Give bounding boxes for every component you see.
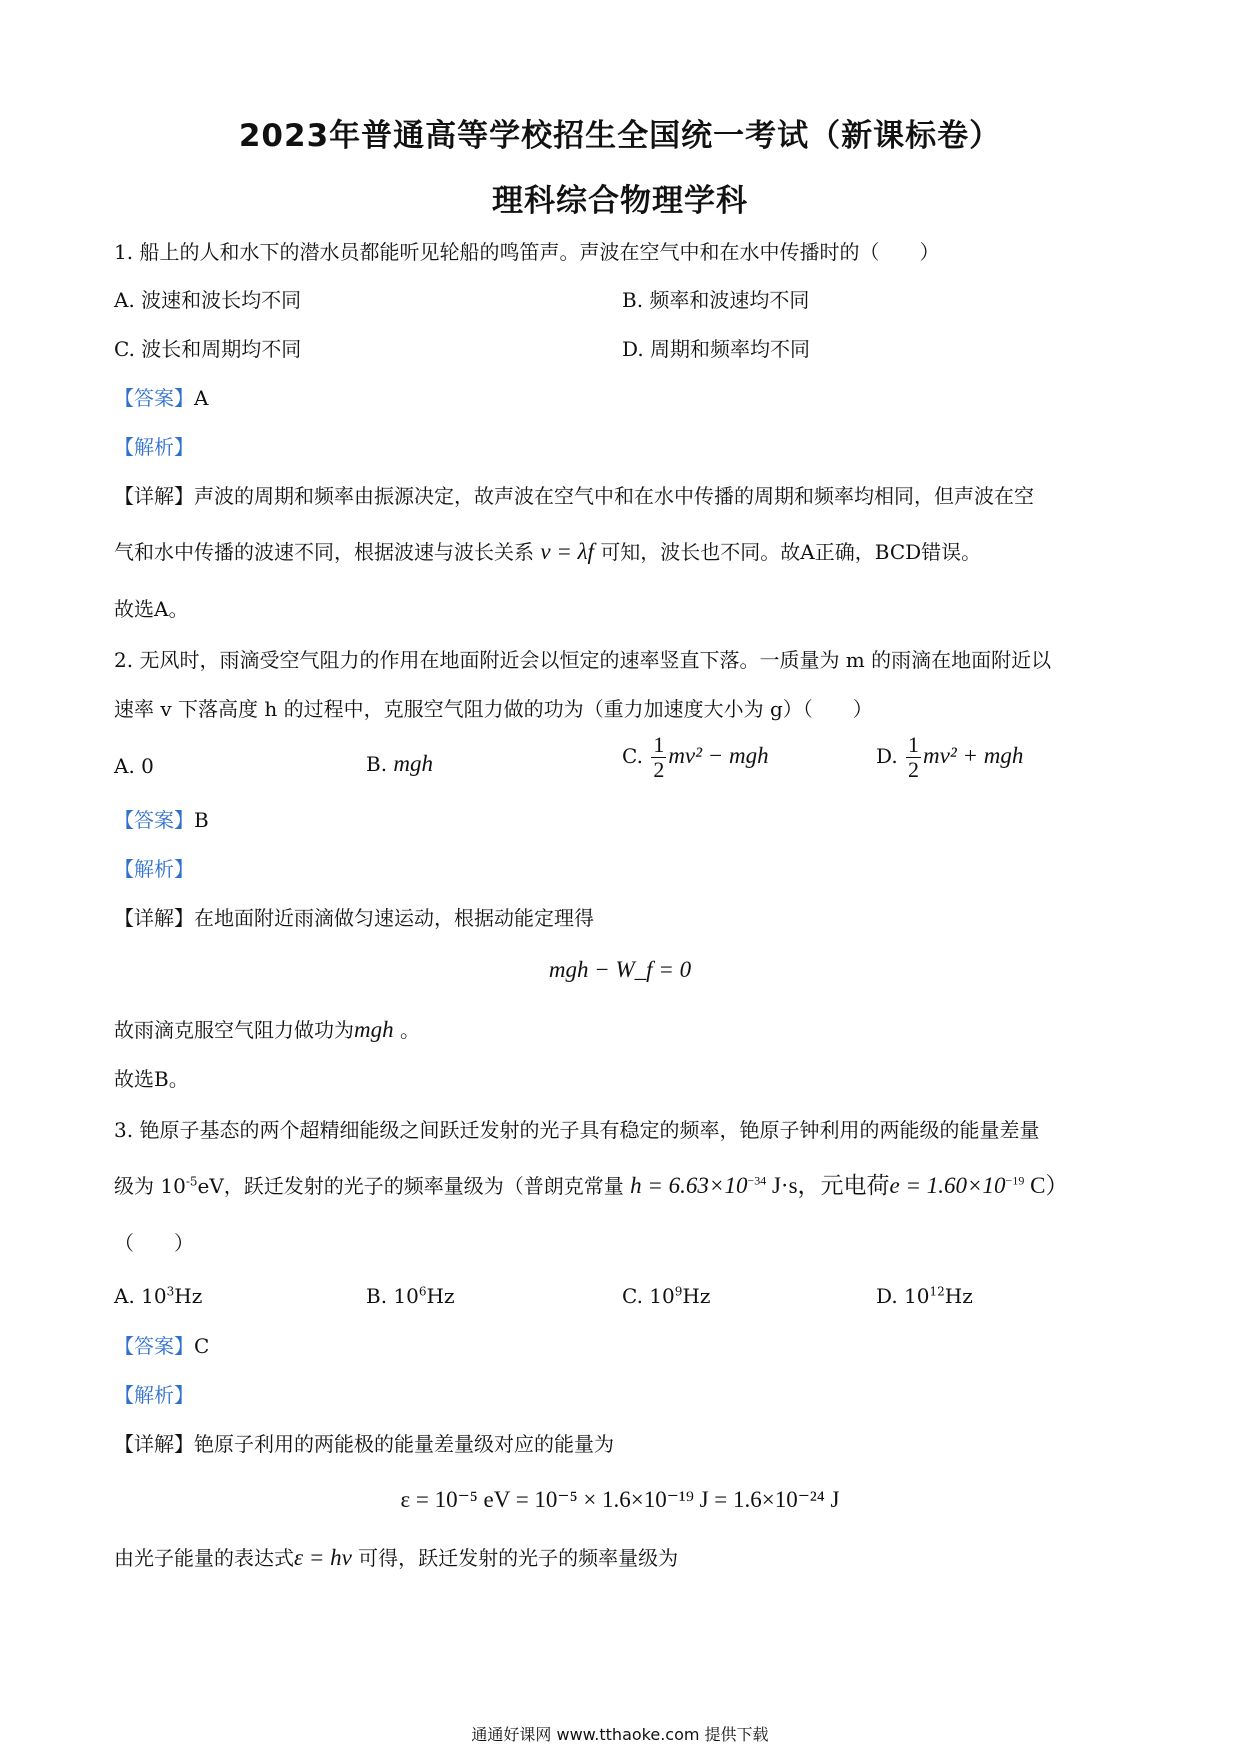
q1-option-a: A. 波速和波长均不同 — [114, 288, 302, 312]
q1-answer — [114, 386, 208, 410]
q1-analysis-label: 【解析】 — [114, 435, 194, 459]
q1-stem: 1. 船上的人和水下的潜水员都能听见轮船的鸣笛声。声波在空气中和在水中传播时的（ ） — [114, 240, 940, 264]
q2-option-d: D. $\frac{1}{2}$ mv² + mgh — [876, 732, 1024, 782]
q3-option-c: C. $10^9Hz$ — [622, 1284, 711, 1308]
q3-answer: 【答案】C — [114, 1334, 210, 1358]
q2-detail: 【详解】在地面附近雨滴做匀速运动，根据动能定理得 — [114, 906, 594, 930]
fraction-half: $\frac{1}{2}$ — [653, 732, 665, 782]
q3-stem-line3: （ ） — [114, 1231, 194, 1255]
planck-constant: $h = 6.63\times 10^{-34}$ J·s，元电荷 — [630, 1173, 890, 1198]
q2-answer: 【答案】B — [114, 808, 209, 832]
fraction-half: $\frac{1}{2}$ — [908, 732, 920, 782]
q1-detail-line2: 气和水中传播的波速不同，根据波速与波长关系 v = λf 可知，波长也不同。故A正确，BCD错误。 — [114, 539, 982, 564]
q2-stem-line2: 速率 v 下落高度 h 的过程中，克服空气阻力做的功为（重力加速度大小为 g）（ ） — [114, 697, 873, 721]
exam-subtitle: 理科综合物理学科 — [492, 183, 748, 219]
q3-option-b: B. $10^6Hz$ — [366, 1284, 455, 1308]
q3-stem-line1: 3. 铯原子基态的两个超精细能级之间跃迁发射的光子具有稳定的频率，铯原子钟利用的两能级的能量差量 — [114, 1118, 1040, 1142]
elementary-charge: $e = 1.60\times 10^{-19}$ C） — [889, 1173, 1069, 1198]
q2-option-a: A. 0 — [114, 754, 154, 778]
q1-option-b: B. 频率和波速均不同 — [622, 288, 810, 312]
q2-choose: 故选B。 — [114, 1067, 189, 1091]
wave-formula: v = λf — [540, 539, 594, 564]
q3-stem-line2: 级为 $10^{-5}eV$，跃迁发射的光子的频率量级为（普朗克常量 $h = 6.63\times 10^{-34}$ J·s，元电荷$e = 1.60\times 10^{-19}$ C） — [114, 1173, 1069, 1198]
detail-label: 【详解】 — [114, 484, 194, 508]
q2-stem-line1: 2. 无风时，雨滴受空气阻力的作用在地面附近会以恒定的速率竖直下落。一质量为 m 的雨滴在地面附近以 — [114, 648, 1052, 672]
page-footer: 通通好课网 www.tthaoke.com 提供下载 — [471, 1725, 769, 1744]
q2-analysis-label: 【解析】 — [114, 857, 194, 881]
q3-last-line: 由光子能量的表达式ε = hν 可得，跃迁发射的光子的频率量级为 — [114, 1545, 679, 1570]
q3-option-d: D. $10^{12}Hz$ — [876, 1284, 973, 1308]
q2-conclusion: 故雨滴克服空气阻力做功为mgh 。 — [114, 1017, 420, 1042]
q2-equation: mgh − W_f = 0 — [548, 957, 692, 982]
q3-detail: 【详解】铯原子利用的两能极的能量差量级对应的能量为 — [114, 1432, 614, 1456]
q3-equation: ε = 10⁻⁵ eV = 10⁻⁵ × 1.6×10⁻¹⁹ J = 1.6×10⁻²⁴ J — [400, 1487, 840, 1512]
q1-option-c: C. 波长和周期均不同 — [114, 337, 302, 361]
q2-option-c: C. $\frac{1}{2}$ mv² − mgh — [622, 732, 769, 782]
q1-detail-line1: 【详解】声波的周期和频率由振源决定，故声波在空气中和在水中传播的周期和频率均相同，但声波在空 — [114, 484, 1034, 508]
q2-option-b: B. mgh — [366, 751, 434, 776]
exam-title: 2023年普通高等学校招生全国统一考试（新课标卷） — [238, 118, 1002, 154]
q1-option-d: D. 周期和频率均不同 — [622, 337, 811, 361]
q3-analysis-label: 【解析】 — [114, 1383, 194, 1407]
answer-label: 【答案】 — [114, 386, 194, 410]
q1-answer-value: A — [194, 386, 209, 410]
q3-option-a: A. $10^3Hz$ — [114, 1284, 203, 1308]
q1-conclusion: 故选A。 — [114, 597, 189, 621]
